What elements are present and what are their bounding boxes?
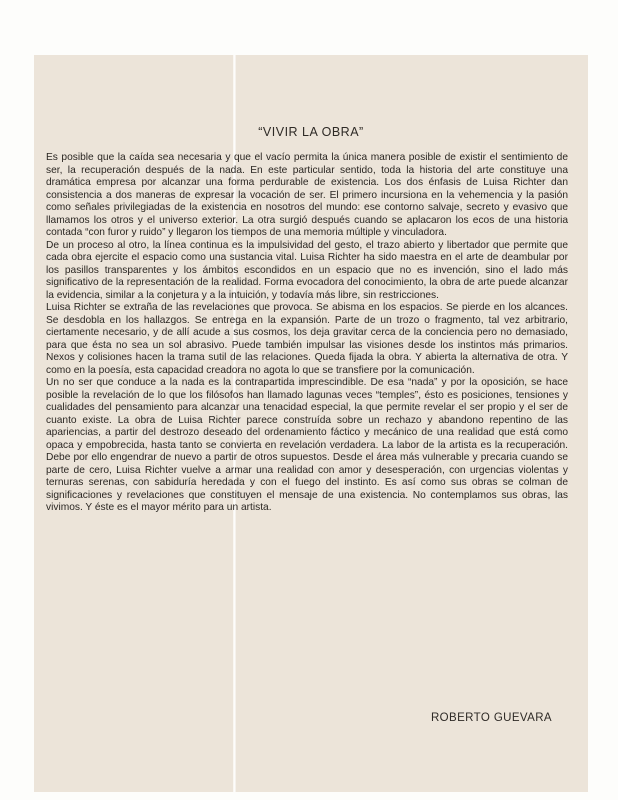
paragraph-3: Luisa Richter se extraña de las revelaciones que provoca. Se abisma en los espacios. Se pierde en los alcances. Se desdobla en los hallazgos. Se entrega en la expansión. Parte de un trozo o fragmento, tal vez arbitrario, ciertamente necesario, y de allí acude a sus cosmos, los deja gravitar cerca de la conciencia pero no demasiado, para que ésta no sea un sol abrasivo. Puede también impulsar las visiones desde los instintos más primarios. Nexos y colisiones hacen la trama sutil de las relaciones. Queda fijada la obra. Y abierta la alternativa de otra. Y como en la poesía, esta capacidad creadora no agota lo que se transfiere por la comunicación.: [46, 302, 568, 376]
essay-title: “VIVIR LA OBRA”: [258, 125, 364, 139]
paragraph-2: De un proceso al otro, la línea continua es la impulsividad del gesto, el trazo abierto y libertador que permite que cada obra ejercite el espacio como una sustancia vital. Luisa Richter ha sido maestra en el arte de deambular por los pasillos transparentes y los ámbitos escondidos en un espacio que no es invención, sino el lado más significativo de la representación de la realidad. Forma evocadora del conocimiento, la obra de arte puede alcanzar la evidencia, similar a la conjetura y a la intuición, y todavía más libre, sin restricciones.: [46, 239, 568, 301]
essay-body: [46, 152, 568, 515]
author-signature: ROBERTO GUEVARA: [430, 712, 552, 724]
paper-sheet: [34, 55, 588, 792]
paragraph-1: Es posible que la caída sea necesaria y que el vacío permita la única manera posible de existir el sentimiento de ser, la recuperación después de la nada. En este particular sentido, toda la historia del arte constituye una dramática empresa por alcanzar una forma perdurable de existencia. Los dos énfasis de Luisa Richter dan consistencia a dos maneras de expresar la vocación de ser. El primero incursiona en la vehemencia y la pasión como señales privilegiadas de la existencia en nosotros del mundo: ese contorno salvaje, secreto y evasivo que llamamos los otros y el universo exterior. La otra surgió después cuando se aplacaron los ecos de una historia contada “con furor y ruido” y llegaron los tiempos de una memoria múltiple y vinculadora.: [46, 152, 568, 238]
paragraph-4: Un no ser que conduce a la nada es la contrapartida imprescindible. De esa “nada” y por la oposición, se hace posible la revelación de lo que los filósofos han llamado lagunas veces “temples”, ésto es posiciones, tensiones y cualidades del pensamiento para alcanzar una tenacidad especial, la que permite revelar el ser propio y el ser de cuanto existe. La obra de Luisa Richter parece construída sobre un rechazo y abandono repentino de las apariencias, a partir del destrozo deseado del ordenamiento fáctico y mecánico de una realidad que está como opaca y empobrecida, hasta tanto se convierta en revelación verdadera. La labor de la artista es la recuperación. Debe por ello engendrar de nuevo a partir de otros supuestos. Desde el área más vulnerable y precaria cuando se parte de cero, Luisa Richter vuelve a armar una realidad con amor y desesperación, con urgencias violentas y ternuras serenas, con sabiduría heredada y con el fuego del instinto. Es así como sus obras se colman de significaciones y revelaciones que constituyen el mensaje de una existencia. No contemplamos sus obras, las vivimos. Y éste es el mayor mérito para un artista.: [46, 377, 568, 513]
